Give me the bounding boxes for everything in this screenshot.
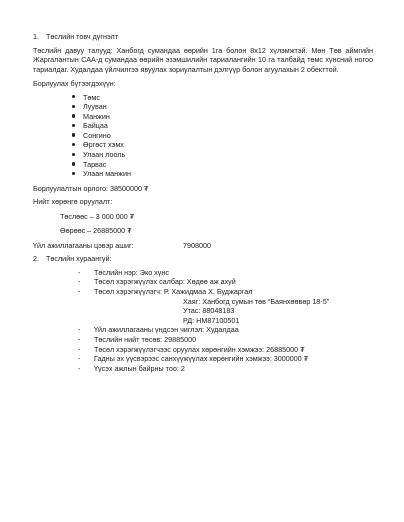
summary-item: - Үйл ажиллагааны үндсэн чиглэл: Худалдаа (78, 325, 373, 335)
products-list (33, 93, 373, 179)
own-funds-line: Төслөөс – 3 000 000 ₮ (60, 211, 135, 221)
revenue-line: Борлуулалтын орлого: 38500000 ₮ (33, 183, 149, 193)
section2-number: 2. (33, 254, 39, 264)
section2-heading (33, 254, 373, 264)
profit-line (33, 241, 373, 251)
list-item: Тарвас (83, 160, 373, 170)
summary-item: - Гадны эх үүсвэрээс санхүүжүүлах хөрөнгийн хэмжээ: 3000000 ₮ (78, 354, 373, 364)
list-item: Лууван (83, 102, 373, 112)
list-item: Улаан манжин (83, 169, 373, 179)
list-item: Манжин (83, 112, 373, 122)
section1-title: Төслийн товч дүгнэлт (46, 32, 118, 41)
profit-label: Үйл ажиллагааны цэвэр ашиг: (33, 240, 134, 250)
products-label: Борлуулах бүтээгдэхүүн: (33, 79, 116, 88)
section1-heading (33, 32, 373, 42)
list-item: Улаан лооль (83, 150, 373, 160)
funding-label: Нийт хөрөнгө оруулалт: (33, 197, 113, 207)
list-item: Байцаа (83, 121, 373, 131)
summary-item: - Төслийн нэр: Эко хүнс (78, 268, 373, 278)
list-item: Сонгино (83, 131, 373, 141)
address-line: Хаяг: Ханбогд сумын төв “Баянхөөвөр 18-5” (183, 296, 330, 306)
summary-item: - Төсөл хэрэгжүүлэгчээс оруулах хөрөнгийн хэмжээ: 26885000 ₮ (78, 345, 373, 355)
summary-item: - Төсөл хэрэгжүүлэх салбар: Хөдөө аж ахуй (78, 277, 373, 287)
summary-item: - Төслийн нийт төсөв: 29885000 (78, 335, 373, 345)
list-item: Өргөст хэмх (83, 140, 373, 150)
registration-line: РД: НМ87100501 (183, 315, 240, 325)
phone-line: Утас: 88048183 (183, 306, 235, 316)
section1-number: 1. (33, 32, 39, 41)
list-item: Төмс (83, 93, 373, 103)
summary-list-continued (33, 325, 373, 373)
summary-item: - Төсөл хэрэгжүүлэгч: Р. Хажидмаа Х. Буджаргал (78, 287, 373, 297)
implementer-address-block (33, 297, 373, 326)
profit-value: 7908000 (183, 240, 211, 250)
advantage-paragraph: Төслийн давуу талууд: Ханбогд сумандаа өөрийн 1га болон 8х12 хүлэмжтэй. Мөн Төв аймгийн Жаргалантын САА-д сумандаа өөрийн эзэмшилийн тариалангийн 10 га талбайд төмс хүнсний ногоо тариалдаг. Худалдаа үйлчилгээ явуулах зориулалтын дэлгүүр болон агуулахын 2 обекттой. (33, 45, 373, 74)
document-content (33, 32, 373, 373)
other-funds-line: Өөрөөс – 26885000 ₮ (60, 226, 132, 236)
section2-title: Төслийн хураангуй: (46, 254, 112, 264)
summary-list (33, 268, 373, 297)
summary-item: - Үүсэх ажлын байрны тоо: 2 (78, 364, 373, 374)
